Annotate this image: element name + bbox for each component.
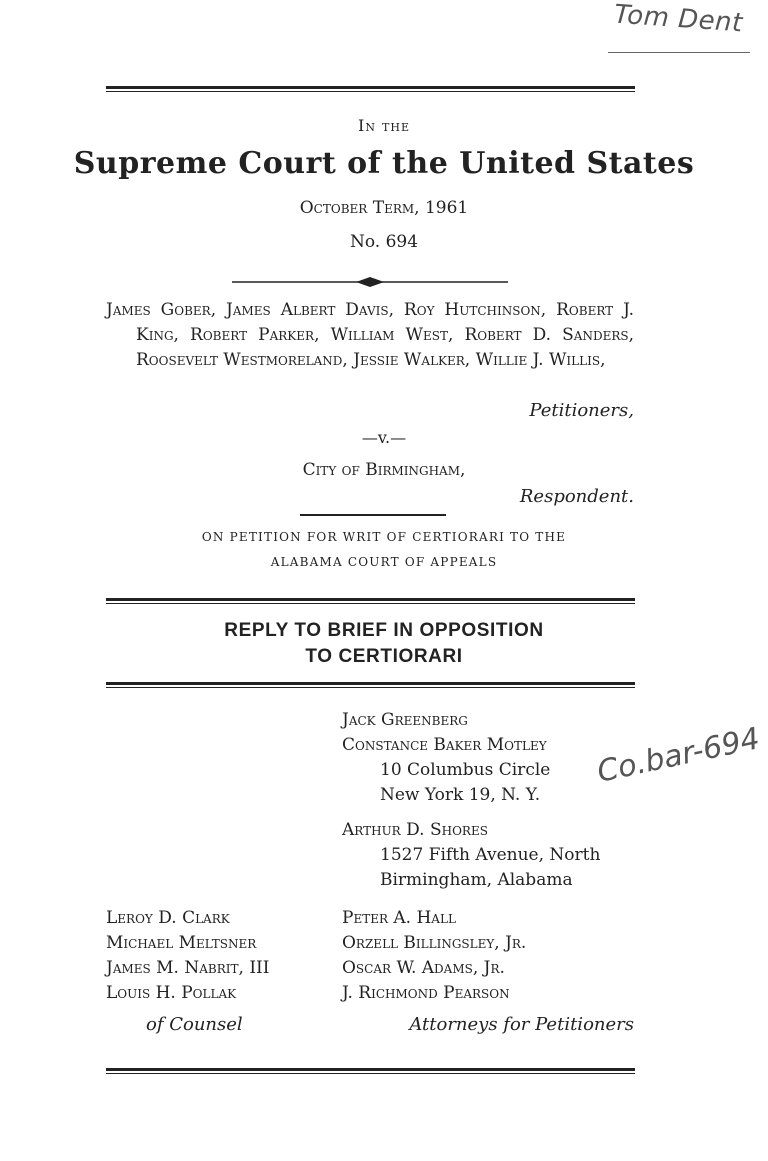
attorney-block xyxy=(342,708,600,893)
counsel-list xyxy=(106,906,269,1006)
address-line: Birmingham, Alabama xyxy=(380,870,573,890)
attorneys-for-petitioners-label: Attorneys for Petitioners xyxy=(409,1014,634,1035)
attorney-name: Oscar W. Adams, Jr. xyxy=(342,958,505,978)
top-double-rule xyxy=(106,86,635,92)
petition-line-2: ALABAMA COURT OF APPEALS xyxy=(270,555,498,569)
counsel-name: James M. Nabrit, III xyxy=(106,958,270,978)
petition-line-1: ON PETITION FOR WRIT OF CERTIORARI TO THE xyxy=(201,530,567,544)
attorney-list-2 xyxy=(342,906,526,1006)
counsel-name: Louis H. Pollak xyxy=(106,983,237,1003)
in-the-caption: In the xyxy=(358,116,410,135)
attorney-name: J. Richmond Pearson xyxy=(342,983,510,1003)
attorney-name: Orzell Billingsley, Jr. xyxy=(342,933,527,953)
court-name: Supreme Court of the United States xyxy=(73,146,695,181)
versus: —v.— xyxy=(361,428,407,447)
handwritten-underline xyxy=(608,52,750,53)
middle-double-rule xyxy=(106,598,635,604)
term-line: October Term, 1961 xyxy=(299,198,469,218)
attorney-name: Constance Baker Motley xyxy=(342,735,547,755)
short-rule xyxy=(300,514,446,516)
address-line: 10 Columbus Circle xyxy=(380,760,551,780)
respondent-label: Respondent. xyxy=(519,486,634,507)
lower-double-rule xyxy=(106,682,635,688)
ornament-divider xyxy=(232,276,508,288)
counsel-name: Michael Meltsner xyxy=(106,933,257,953)
bottom-double-rule xyxy=(106,1068,635,1074)
attorney-name: Peter A. Hall xyxy=(342,908,456,928)
attorney-name: Jack Greenberg xyxy=(342,710,468,730)
case-number: No. 694 xyxy=(349,232,419,252)
handwritten-note-side: Co.bar-694 xyxy=(594,721,763,790)
document-title-line-1: REPLY TO BRIEF IN OPPOSITION xyxy=(224,620,544,641)
counsel-name: Leroy D. Clark xyxy=(106,908,230,928)
of-counsel-label: of Counsel xyxy=(146,1014,243,1035)
document-title-line-2: TO CERTIORARI xyxy=(305,646,463,667)
petitioner-names: James Gober, James Albert Davis, Roy Hutchinson, Robert J. King, Robert Parker, William West, Robert D. Sanders, Roosevelt Westmoreland, Jessie Walker, Willie J. Willis, xyxy=(106,300,634,370)
handwritten-note-top: Tom Dent xyxy=(613,0,744,39)
respondent-name: City of Birmingham, xyxy=(302,460,466,480)
petitioners-label: Petitioners, xyxy=(529,400,634,421)
address-line: New York 19, N. Y. xyxy=(380,785,541,805)
address-line: 1527 Fifth Avenue, North xyxy=(380,845,601,865)
attorney-name: Arthur D. Shores xyxy=(342,820,488,840)
